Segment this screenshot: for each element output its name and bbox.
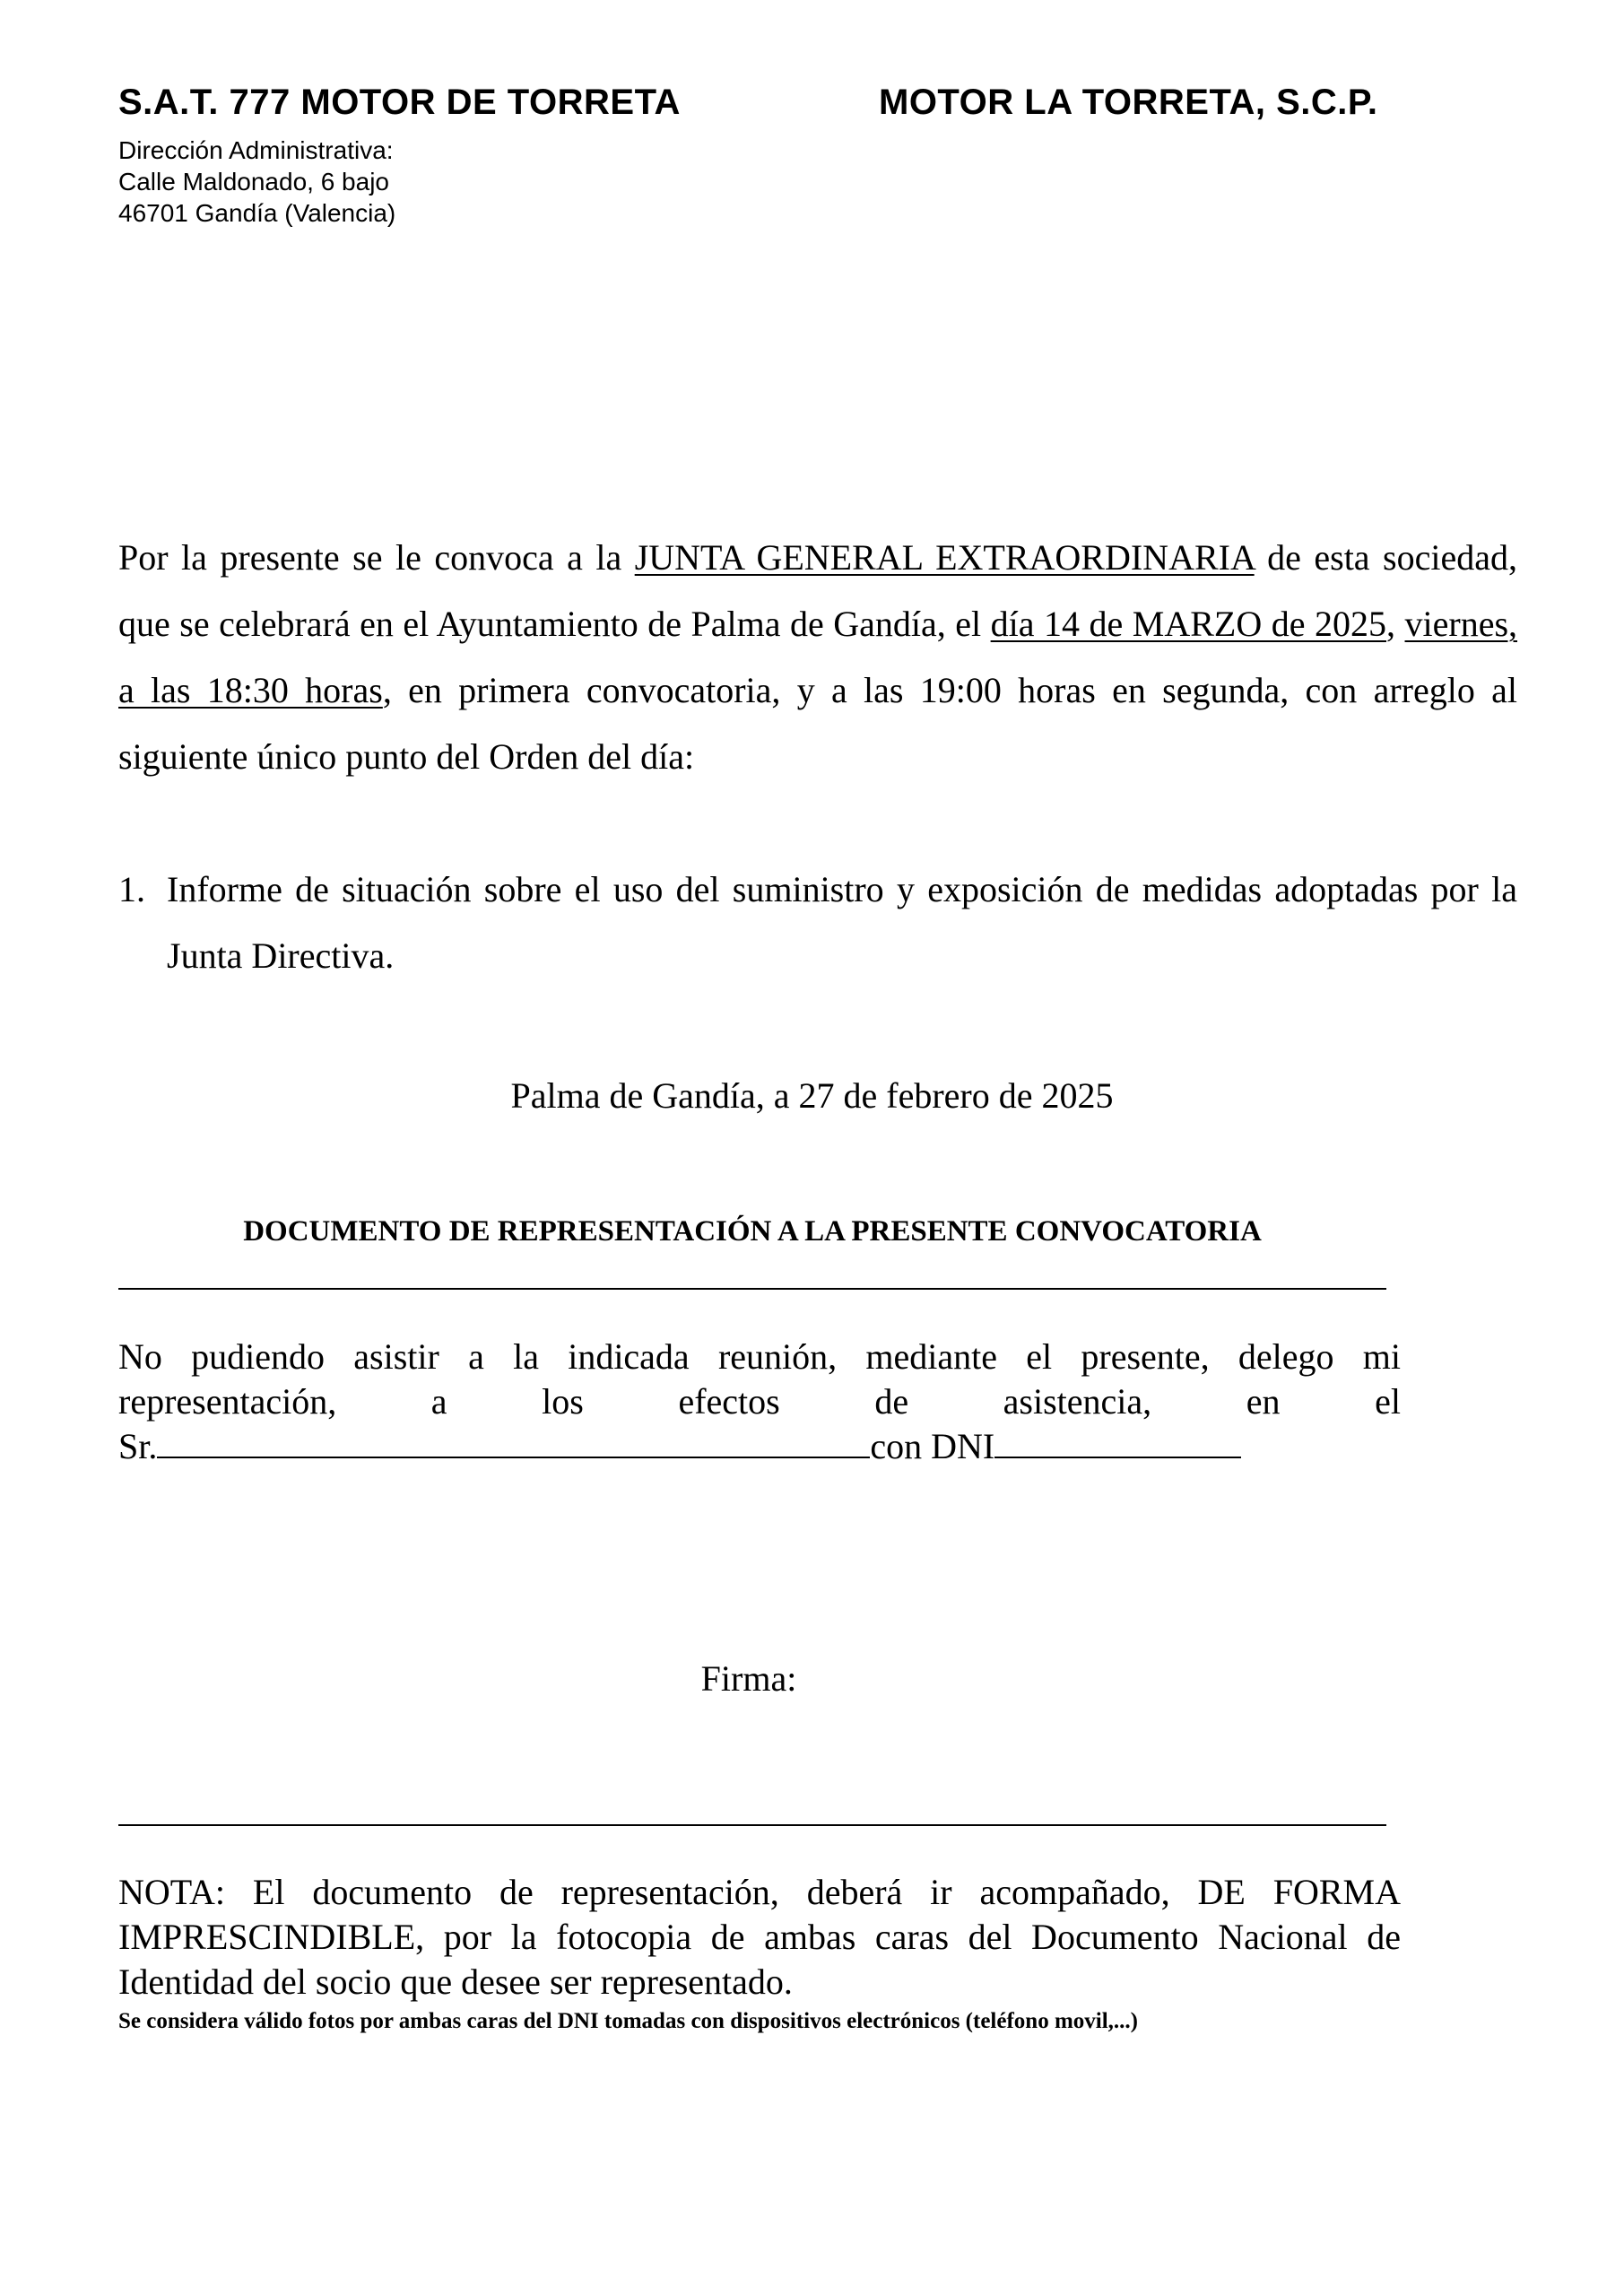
address-label: Dirección Administrativa: [118,136,394,164]
signature-line[interactable] [118,1824,1386,1826]
meeting-type: JUNTA GENERAL EXTRAORDINARIA [634,537,1255,578]
divider-top [118,1288,1386,1290]
address-city: 46701 Gandía (Valencia) [118,199,396,227]
note-small-print: Se considera válido fotos por ambas caras del DNI tomadas con dispositivos electrónicos (teléfono movil,...) [118,2009,1138,2033]
representative-name-field[interactable] [157,1426,870,1458]
convocation-text-2: de esta sociedad, que se celebrará en el Ayuntamiento de Palma de Gandía, el [118,537,1517,644]
note-block [118,1870,1401,2037]
delegation-paragraph [118,1335,1401,1469]
address-block [118,135,395,229]
convocation-text-3: , [1385,604,1405,644]
address-street: Calle Maldonado, 6 bajo [118,168,389,196]
delegation-line-2: representación, a los efectos de asistencia, en el [118,1381,1401,1422]
dni-label: con DNI [870,1426,995,1466]
note-line-1: NOTA: El documento de representación, deberá ir acompañado, DE FORMA [118,1872,1401,1912]
delegation-line-3 [118,1424,1401,1469]
representation-title: DOCUMENTO DE REPRESENTACIÓN A LA PRESENTE CONVOCATORIA [243,1215,1262,1248]
company-name-left: S.A.T. 777 MOTOR DE TORRETA [118,83,681,122]
convocation-paragraph [118,525,1517,790]
dni-field[interactable] [994,1426,1241,1458]
agenda-item-text: Informe de situación sobre el uso del suministro y exposición de medidas adoptadas por la Junta Directiva. [167,869,1517,976]
convocation-text-4: , en primera convocatoria, y a las 19:00 horas en segunda, con arreglo al siguiente único punto del Orden del día: [118,670,1517,777]
place-date: Palma de Gandía, a 27 de febrero de 2025 [510,1075,1114,1116]
note-line-2: IMPRESCINDIBLE, por la fotocopia de ambas caras del Documento Nacional de [118,1917,1401,1957]
note-line-3: Identidad del socio que desee ser representado. [118,1961,793,2002]
agenda-item-number: 1. [118,869,145,909]
meeting-time: viernes, a las 18:30 horas [118,604,1518,710]
meeting-date: día 14 de MARZO de 2025 [990,604,1386,644]
convocation-text-1: Por la presente se le convoca a la [118,537,635,578]
signature-label: Firma: [700,1658,797,1699]
agenda-item [118,857,1517,989]
company-name-right: MOTOR LA TORRETA, S.C.P. [879,83,1378,122]
delegation-line-1: No pudiendo asistir a la indicada reunión, mediante el presente, delego mi [118,1336,1401,1377]
sr-label: Sr. [118,1426,158,1466]
